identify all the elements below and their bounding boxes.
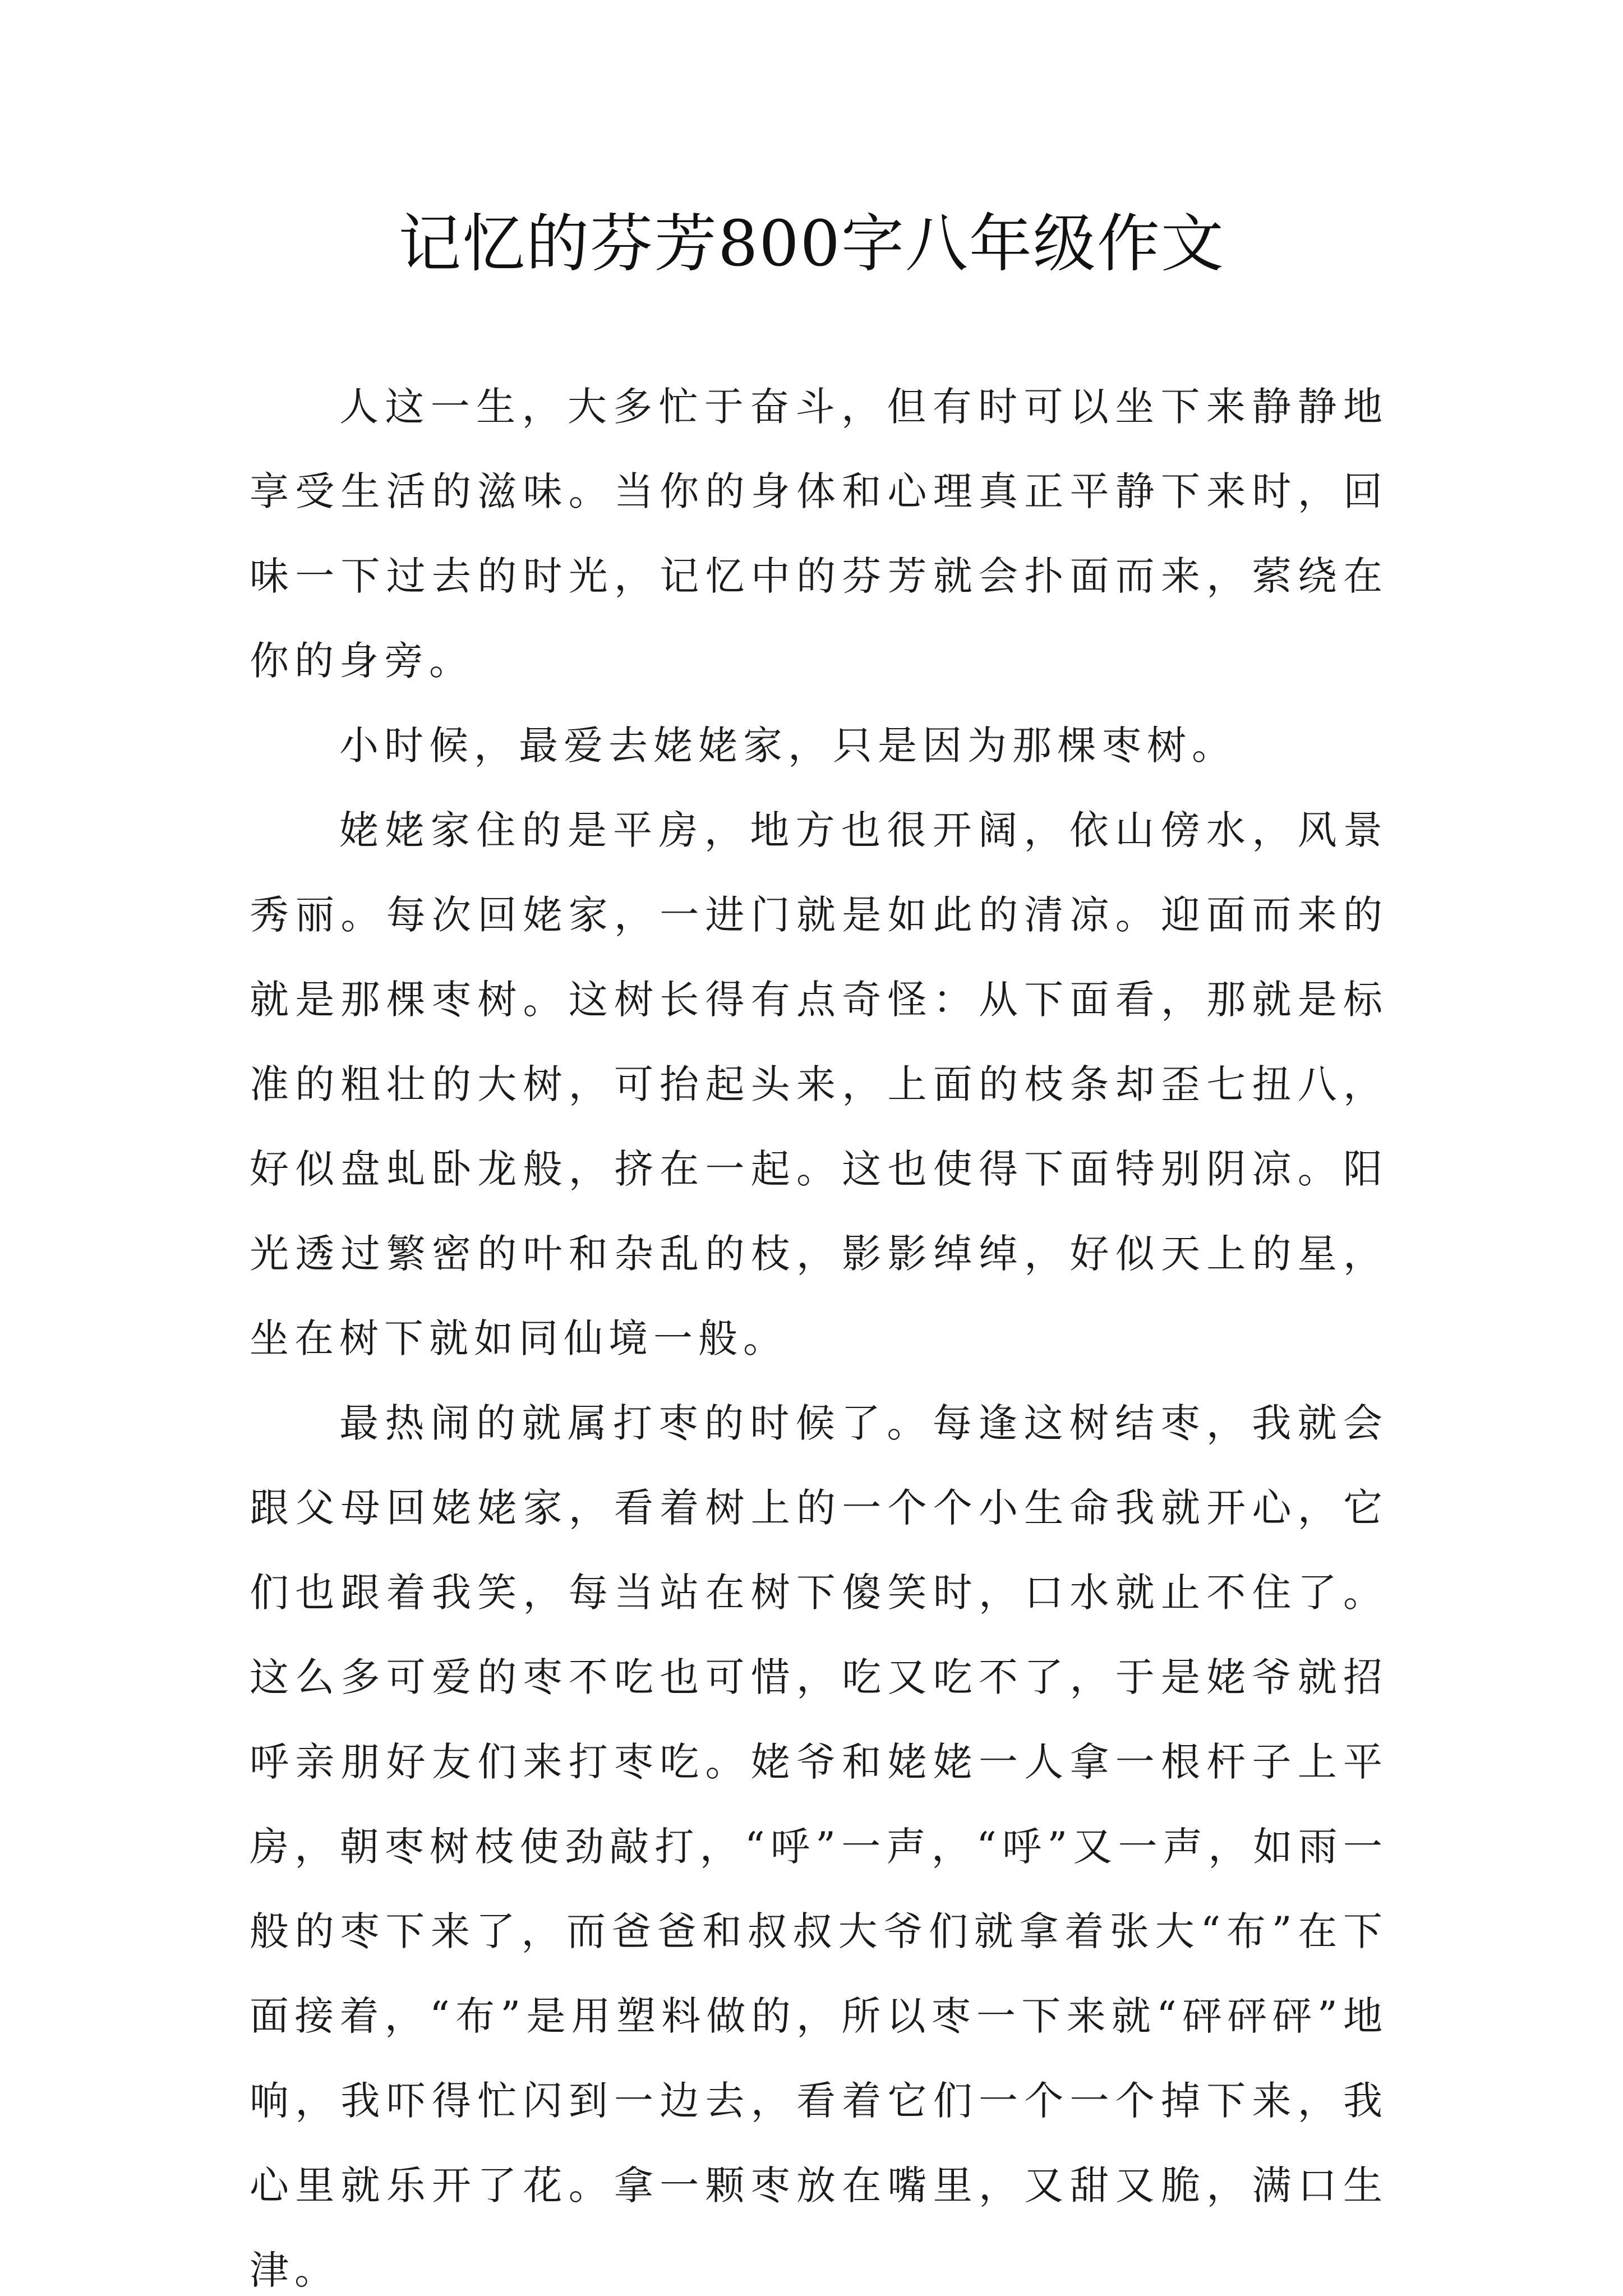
paragraph: 最热闹的就属打枣的时候了。每逢这树结枣，我就会跟父母回姥姥家，看着树上的一个个小生命我就开心，它们也跟着我笑，每当站在树下傻笑时，口水就止不住了。这么多可爱的枣不吃也可惜，吃又吃不了，于是姥爷就招呼亲朋好友们来打枣吃。姥爷和姥姥一人拿一根杆子上平房，朝枣树枝使劲敲打，“呼”一声，“呼”又一声，如雨一般的枣下来了，而爸爸和叔叔大爷们就拿着张大“布”在下面接着，“布”是用塑料做的，所以枣一下来就“砰砰砰”地响，我吓得忙闪到一边去，看着它们一个一个掉下来，我心里就乐开了花。拿一颗枣放在嘴里，又甜又脆，满口生津。: [250, 1400, 1388, 2293]
paragraph: 人这一生，大多忙于奋斗，但有时可以坐下来静静地享受生活的滋味。当你的身体和心理真正平静下来时，回味一下过去的时光，记忆中的芬芳就会扑面而来，萦绕在你的身旁。: [250, 384, 1388, 684]
document-body: [250, 365, 1388, 2296]
document-title: 记忆的芬芳800字八年级作文: [398, 208, 1225, 280]
paragraph: 小时候，最爱去姥姥家，只是因为那棵枣树。: [339, 723, 1237, 769]
paragraph: 姥姥家住的是平房，地方也很开阔，依山傍水，风景秀丽。每次回姥家，一进门就是如此的清凉。迎面而来的就是那棵枣树。这树长得有点奇怪：从下面看，那就是标准的粗壮的大树，可抬起头来，上面的枝条却歪七扭八，好似盘虬卧龙般，挤在一起。这也使得下面特别阴凉。阳光透过繁密的叶和杂乱的枝，影影绰绰，好似天上的星，坐在树下就如同仙境一般。: [250, 807, 1388, 1361]
